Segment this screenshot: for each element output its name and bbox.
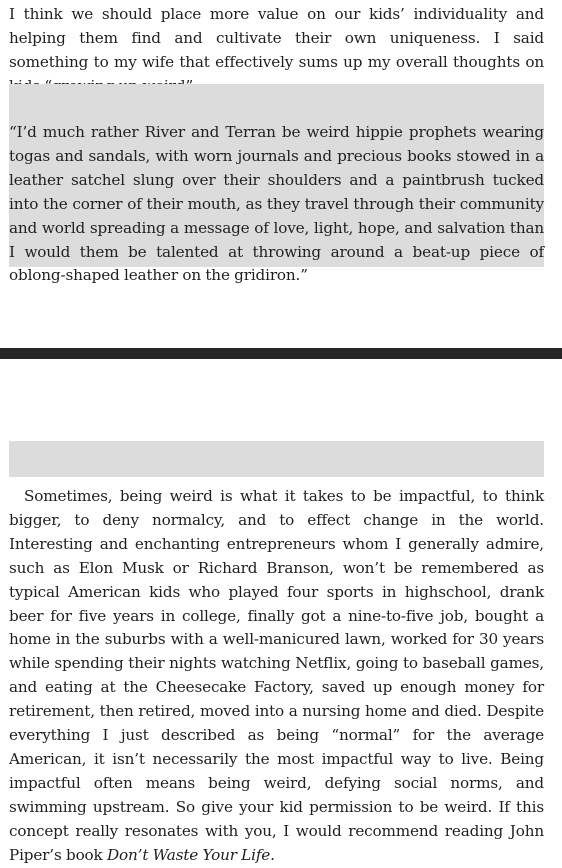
intro-paragraph: I think we should place more value on our kids’ individuality and helping them find and cultivate their own uniqueness. I said something to my wife that effectively sums up my overall thoughts on <box>9 5 544 71</box>
book-title: Don’t Waste Your Life <box>107 845 271 864</box>
body-end: . <box>270 845 275 864</box>
empty-highlight-block <box>9 441 544 477</box>
body-paragraph <box>9 485 544 868</box>
page-divider <box>0 348 562 359</box>
quote-paragraph: “I’d much rather River and Terran be weird hippie prophets wearing togas and sandals, with worn journals and precious books stowed in a leather satchel slung over their shoulders and a paintbrush tucked into the corner of their mouth, as they travel through their community and world spreading a message of love, light, hope, and salvation than I would them be talented at throwing around a beat-up piece of oblong-shaped leather on the gridiron.” <box>9 123 544 285</box>
body-text: Sometimes, being weird is what it takes to be impactful, to think bigger, to deny normalcy, and to effect change in the world. Interesting and enchanting entrepreneurs whom I generally admire, such as Elon Musk or Richard Branson, won’t be remembered as typical American kids who played four sports in highschool, drank beer for five years in college, finally got a nine-to-five job, bought a home in the suburbs with a well-manicured lawn, worked for 30 years while spending their nights watching Netflix, going to baseball games, and eating at the Cheesecake Factory, saved up enough money for retirement, then retired, moved into a nursing home and died. Despite everything I just described as being “normal” for the average American, it isn’t necessarily the most impactful way to live. Being impactful often means being weird, defying social norms, and swimming upstream. So give your kid permission to be weird. If this concept really resonates with you, I would recommend reading John Piper’s book <box>9 487 544 864</box>
